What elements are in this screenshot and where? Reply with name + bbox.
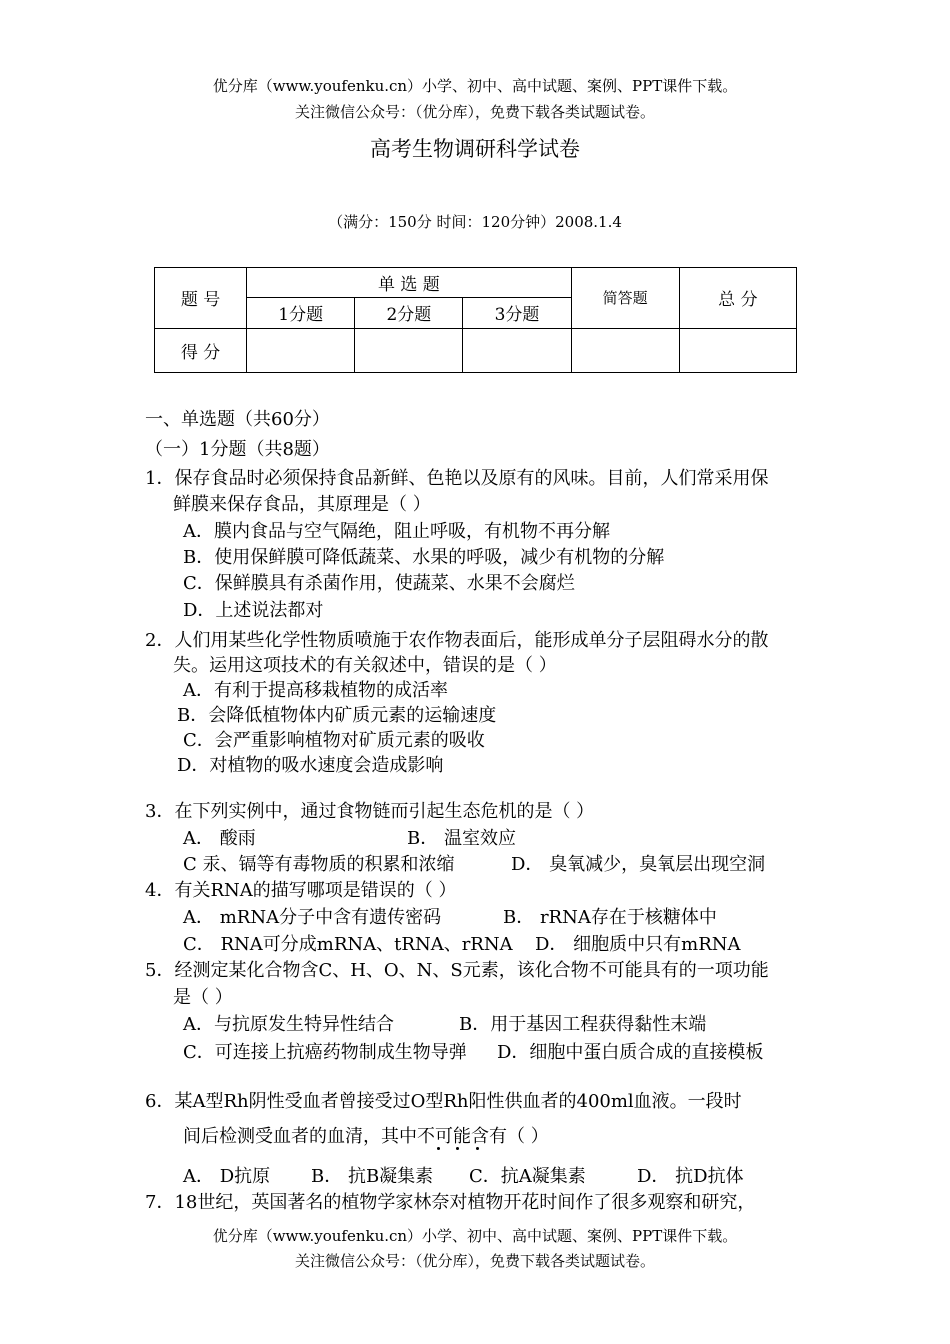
q3-stem-line1: 3．在下列实例中，通过食物链而引起生态危机的是（ ）: [145, 801, 595, 822]
exam-meta: （满分：150分 时间：120分钟）2008.1.4: [328, 213, 622, 231]
score-cell-3: [463, 328, 571, 372]
score-table: [154, 267, 797, 373]
sub-3-point: 3分题: [463, 298, 571, 328]
q6-option-a: A． D抗原: [183, 1166, 271, 1187]
total-header: 总 分: [679, 268, 796, 329]
q2-option-b: B．会降低植物体内矿质元素的运输速度: [177, 705, 497, 726]
q1-option-a: A．膜内食品与空气隔绝，阻止呼吸，有机物不再分解: [183, 521, 610, 542]
q3-option-b: B． 温室效应: [407, 828, 516, 849]
q4-option-a: A． mRNA分子中含有遗传密码: [183, 907, 442, 928]
q4-option-b: B． rRNA存在于核糖体中: [503, 907, 717, 928]
q5-stem-line2: 是（ ）: [173, 987, 233, 1008]
q2-option-a: A．有利于提高移栽植物的成活率: [183, 680, 448, 701]
single-choice-header: 单 选 题: [247, 268, 571, 298]
section-subtitle: （一）1分题（共8题）: [145, 439, 330, 460]
q6-option-b: B． 抗B凝集素: [311, 1166, 434, 1187]
score-cell-1: [247, 328, 355, 372]
q6-stem-line2: 间后检测受血者的血清，其中不可能含有（ ）: [183, 1126, 549, 1147]
q1-stem-line1: 1．保存食品时必须保持食品新鲜、色艳以及原有的风味。目前，人们常采用保: [145, 468, 769, 489]
section-title: 一、单选题（共60分）: [145, 409, 330, 430]
row-label-question-number: 题 号: [155, 268, 247, 329]
q2-option-c: C．会严重影响植物对矿质元素的吸收: [183, 730, 485, 751]
score-cell-short: [571, 328, 679, 372]
short-answer-header: 简答题: [571, 268, 679, 329]
footer-line-2: 关注微信公众号：（优分库），免费下载各类试题试卷。: [294, 1252, 655, 1270]
row-label-score: 得 分: [155, 328, 247, 372]
q6-stem-line1: 6．某A型Rh阴性受血者曾接受过O型Rh阳性供血者的400ml血液。一段时: [145, 1091, 742, 1112]
score-cell-total: [679, 328, 796, 372]
q5-option-d: D．细胞中蛋白质合成的直接模板: [497, 1042, 764, 1063]
q1-option-c: C．保鲜膜具有杀菌作用，使蔬菜、水果不会腐烂: [183, 573, 575, 594]
q3-option-d: D． 臭氧减少，臭氧层出现空洞: [511, 854, 766, 875]
q4-stem-line1: 4．有关RNA的描写哪项是错误的（ ）: [145, 880, 457, 901]
header-line-1: 优分库（www.youfenku.cn）小学、初中、高中试题、案例、PPT课件下载。: [212, 77, 738, 95]
q4-option-c: C． RNA可分成mRNA、tRNA、rRNA: [183, 934, 513, 955]
emphasis-dot: [476, 1147, 479, 1150]
q6-option-d: D． 抗D抗体: [637, 1166, 744, 1187]
q2-option-d: D．对植物的吸水速度会造成影响: [177, 755, 444, 776]
q6-option-c: C．抗A凝集素: [469, 1166, 586, 1187]
q5-stem-line1: 5．经测定某化合物含C、H、O、N、S元素，该化合物不可能具有的一项功能: [145, 960, 769, 981]
q1-stem-line2: 鲜膜来保存食品，其原理是（ ）: [173, 494, 431, 515]
q4-option-d: D． 细胞质中只有mRNA: [535, 934, 741, 955]
q2-stem-line1: 2．人们用某些化学性物质喷施于农作物表面后，能形成单分子层阻碍水分的散: [145, 630, 769, 651]
q5-option-c: C．可连接上抗癌药物制成生物导弹: [183, 1042, 467, 1063]
q3-option-a: A． 酸雨: [183, 828, 256, 849]
score-cell-2: [355, 328, 463, 372]
emphasis-dot: [437, 1147, 440, 1150]
sub-1-point: 1分题: [247, 298, 355, 328]
page-title: 高考生物调研科学试卷: [370, 137, 580, 161]
q1-option-b: B．使用保鲜膜可降低蔬菜、水果的呼吸，减少有机物的分解: [183, 547, 665, 568]
q5-option-a: A．与抗原发生特异性结合: [183, 1014, 394, 1035]
q1-option-d: D．上述说法都对: [183, 600, 324, 621]
q7-stem-line1: 7．18世纪，英国著名的植物学家林奈对植物开花时间作了很多观察和研究，: [145, 1192, 756, 1213]
q5-option-b: B．用于基因工程获得黏性末端: [459, 1014, 707, 1035]
header-line-2: 关注微信公众号：（优分库），免费下载各类试题试卷。: [294, 103, 655, 121]
footer-line-1: 优分库（www.youfenku.cn）小学、初中、高中试题、案例、PPT课件下载。: [212, 1227, 738, 1245]
q3-option-c: C 汞、镉等有毒物质的积累和浓缩: [183, 854, 455, 875]
sub-2-point: 2分题: [355, 298, 463, 328]
emphasis-dot: [456, 1147, 459, 1150]
q2-stem-line2: 失。运用这项技术的有关叙述中，错误的是（ ）: [173, 655, 557, 676]
